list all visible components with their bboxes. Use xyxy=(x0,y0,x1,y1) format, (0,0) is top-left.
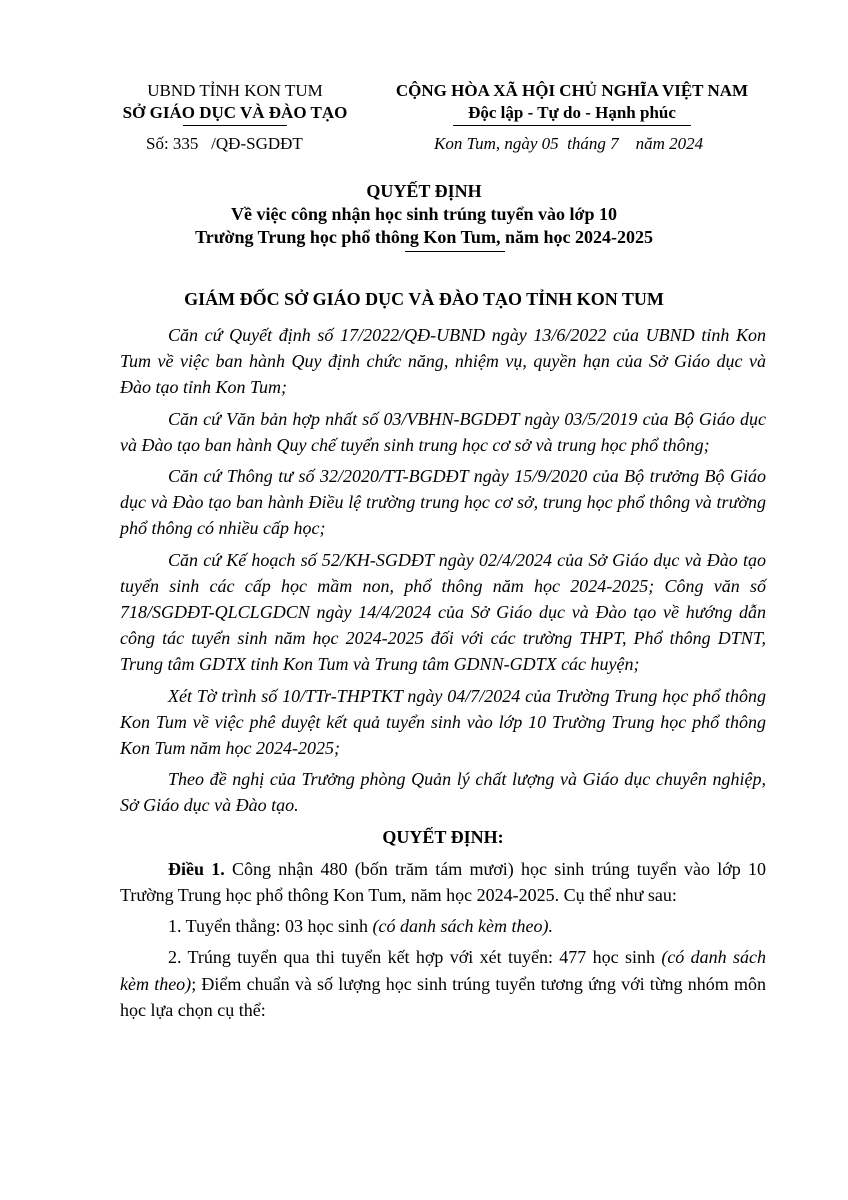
national-motto xyxy=(368,80,776,126)
title-main: QUYẾT ĐỊNH xyxy=(366,181,482,201)
document-title xyxy=(0,180,848,252)
agency-line-2: SỞ GIÁO DỤC VÀ ĐÀO TẠO xyxy=(122,103,348,122)
article-1-label: Điều 1. xyxy=(168,858,225,879)
legal-basis-2: Căn cứ Văn bản hợp nhất số 03/VBHN-BGDĐT ngày 03/5/2019 của Bộ Giáo dục và Đào tạo ban hành Quy chế tuyển sinh trung học cơ sở và trung học phổ thông; xyxy=(120,408,766,455)
item-1 xyxy=(120,913,766,939)
title-underline xyxy=(405,251,505,252)
item-1-text: 1. Tuyển thẳng: 03 học sinh xyxy=(168,916,373,937)
title-subject-1: Về việc công nhận học sinh trúng tuyển vào lớp 10 xyxy=(230,204,617,224)
item-1-note: (có danh sách kèm theo). xyxy=(372,916,553,937)
item-2 xyxy=(120,944,766,1023)
country-name: CỘNG HÒA XÃ HỘI CHỦ NGHĨA VIỆT NAM xyxy=(395,81,749,100)
title-subject-2: Trường Trung học phổ thông Kon Tum, năm học 2024-2025 xyxy=(195,227,653,247)
issuing-agency xyxy=(95,80,375,126)
issuer-authority: GIÁM ĐỐC SỞ GIÁO DỤC VÀ ĐÀO TẠO TỈNH KON TUM xyxy=(184,289,664,309)
legal-basis-5: Xét Tờ trình số 10/TTr-THPTKT ngày 04/7/2024 của Trường Trung học phổ thông Kon Tum về việc phê duyệt kết quả tuyển sinh vào lớp 10 Trường Trung học phổ thông Kon Tum năm học 2024-2025; xyxy=(120,685,766,759)
legal-basis-1: Căn cứ Quyết định số 17/2022/QĐ-UBND ngày 13/6/2022 của UBND tỉnh Kon Tum về việc ban hành Quy định chức năng, nhiệm vụ, quyền hạn của Sở Giáo dục và Đào tạo tỉnh Kon Tum; xyxy=(120,325,766,398)
document-body xyxy=(120,322,766,1028)
agency-line-1: UBND TỈNH KON TUM xyxy=(147,81,323,100)
agency-underline xyxy=(183,125,287,126)
decision-heading: QUYẾT ĐỊNH: xyxy=(382,826,504,847)
document-number: Số: 335 /QĐ-SGDĐT xyxy=(146,134,303,153)
motto-underline xyxy=(453,125,691,126)
motto: Độc lập - Tự do - Hạnh phúc xyxy=(468,103,676,122)
item-2-text: 2. Trúng tuyển qua thi tuyển kết hợp với xét tuyển: 477 học sinh xyxy=(168,947,662,968)
article-1 xyxy=(120,856,766,908)
legal-basis-3: Căn cứ Thông tư số 32/2020/TT-BGDĐT ngày 15/9/2020 của Bộ trưởng Bộ Giáo dục và Đào tạo ban hành Điều lệ trường trung học cơ sở, trung học phổ thông và trường phổ thông có nhiều cấp học; xyxy=(120,466,766,539)
document-date: Kon Tum, ngày 05 tháng 7 năm 2024 xyxy=(434,134,704,153)
item-2-rest: ; Điểm chuẩn và số lượng học sinh trúng tuyển tương ứng với từng nhóm môn học lựa chọn cụ thể: xyxy=(120,973,766,1020)
article-1-text: Công nhận 480 (bốn trăm tám mươi) học sinh trúng tuyển vào lớp 10 Trường Trung học phổ thông Kon Tum, năm học 2024-2025. Cụ thể như sau: xyxy=(120,858,767,906)
item-2-note: (có danh sách kèm theo) xyxy=(120,947,766,994)
legal-basis-6: Theo đề nghị của Trưởng phòng Quản lý chất lượng và Giáo dục chuyên nghiệp, Sở Giáo dục và Đào tạo. xyxy=(120,769,766,816)
legal-basis-4: Căn cứ Kế hoạch số 52/KH-SGDĐT ngày 02/4/2024 của Sở Giáo dục và Đào tạo tuyển sinh các cấp học mầm non, phổ thông năm học 2024-2025; Công văn số 718/SGDĐT-QLCLGDCN ngày 14/4/2024 của Sở Giáo dục và Đào tạo về hướng dẫn công tác tuyển sinh năm học 2024-2025 đối với các trường THPT, Phổ thông DTNT, Trung tâm GDTX tỉnh Kon Tum và Trung tâm GDNN-GDTX các huyện; xyxy=(120,549,766,675)
